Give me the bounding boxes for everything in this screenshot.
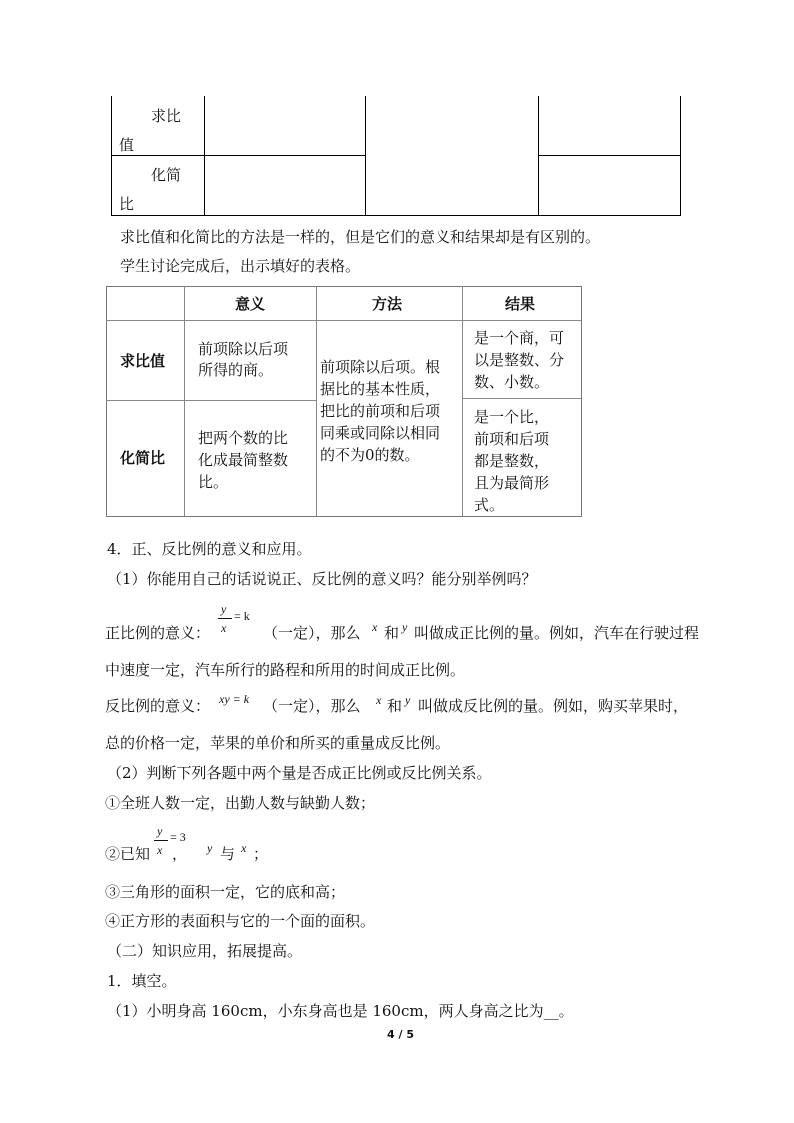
inverse-constant-note: （一定），那么 <box>263 697 361 715</box>
cell-method-e: 的不为0的数。 <box>320 446 420 464</box>
table1-row1-label-cont: 值 <box>119 136 135 154</box>
cell-method-c: 把比的前项和后项 <box>320 402 441 420</box>
cell-meaning-2c: 比。 <box>198 473 229 491</box>
cell-result-2a: 是一个比， <box>474 408 550 426</box>
cell-result-2e: 式。 <box>474 496 505 514</box>
judge-item-1: ①全班人数一定，出勤人数与缺勤人数； <box>105 794 376 812</box>
inverse-example-line2: 总的价格一定，苹果的单价和所买的重量成反比例。 <box>105 734 451 752</box>
direct-prefix: 正比例的意义： <box>105 624 211 642</box>
judge-item-3: ③三角形的面积一定，它的底和高； <box>105 883 346 901</box>
cell-result-2b: 前项和后项 <box>474 430 550 448</box>
direct-and: 和 <box>384 624 400 642</box>
cell-meaning-2b: 化成最简整数 <box>198 451 289 469</box>
inverse-suffix: 叫做成反比例的量。例如，购买苹果时， <box>418 697 689 715</box>
question-1: （1）你能用自己的话说说正、反比例的意义吗？能分别举例吗？ <box>107 570 537 588</box>
cell-result-2c: 都是整数， <box>474 452 550 470</box>
direct-constant-note: （一定），那么 <box>263 624 361 642</box>
header-meaning: 意义 <box>235 295 266 313</box>
cell-meaning-1b: 所得的商。 <box>198 361 274 379</box>
table1-row2-label-cont: 比 <box>119 195 135 213</box>
cell-result-2d: 且为最简形 <box>474 474 550 492</box>
paragraph-show-table: 学生讨论完成后，出示填好的表格。 <box>120 257 361 275</box>
direct-frac-numerator: y <box>221 602 227 616</box>
inverse-var-y: y <box>405 693 411 707</box>
question-2: （2）判断下列各题中两个量是否成正比例或反比例关系。 <box>107 764 492 782</box>
cell-result-1b: 以是整数、分 <box>474 351 565 369</box>
cell-method-d: 同乘或同除以相同 <box>320 424 441 442</box>
item2-var-x: x <box>241 841 247 855</box>
cell-method-b: 据比的基本性质， <box>320 380 441 398</box>
header-result: 结果 <box>505 295 536 313</box>
table1-row1-label: 求比 <box>151 107 182 125</box>
direct-var-y: y <box>402 620 408 634</box>
cell-method-a: 前项除以后项。根 <box>320 358 441 376</box>
row-label-simplify-ratio: 化简比 <box>120 449 166 467</box>
direct-suffix: 叫做成正比例的量。例如，汽车在行驶过程 <box>414 624 700 642</box>
cell-result-1c: 数、小数。 <box>474 373 550 391</box>
direct-example-line2: 中速度一定，汽车所行的路程和所用的时间成正比例。 <box>105 661 466 679</box>
header-method: 方法 <box>372 295 403 313</box>
direct-equals-k: = k <box>234 609 250 623</box>
cell-meaning-2a: 把两个数的比 <box>198 429 289 447</box>
item2-with: 与 <box>220 845 236 863</box>
cell-result-1a: 是一个商，可 <box>474 329 565 347</box>
item2-end: ； <box>253 845 269 863</box>
item2-comma: ， <box>172 845 188 863</box>
fill-in-question-1: （1）小明身高 160cm，小东身高也是 160cm，两人身高之比为__。 <box>107 1002 574 1020</box>
item2-frac-numerator: y <box>157 824 163 838</box>
row-label-ratio-value: 求比值 <box>120 352 166 370</box>
direct-var-x: x <box>372 620 378 634</box>
table1-row2-label: 化简 <box>151 166 182 184</box>
inverse-and: 和 <box>387 697 403 715</box>
paragraph-comparison: 求比值和化简比的方法是一样的，但是它们的意义和结果却是有区别的。 <box>120 228 601 246</box>
inverse-prefix: 反比例的意义： <box>105 697 211 715</box>
cell-meaning-1a: 前项除以后项 <box>198 340 289 358</box>
section-4-title: 4．正、反比例的意义和应用。 <box>107 540 312 558</box>
item2-var-y: y <box>207 841 213 855</box>
inverse-formula: xy = k <box>219 692 250 706</box>
inverse-var-x: x <box>376 693 382 707</box>
item2-equals-3: = 3 <box>170 830 186 844</box>
page-number: 4 / 5 <box>387 1028 414 1041</box>
fill-in-title: 1．填空。 <box>107 972 177 990</box>
item2-frac-denominator: x <box>157 843 163 857</box>
item2-fraction-bar <box>154 840 168 841</box>
item2-prefix: ②已知 <box>105 845 151 863</box>
judge-item-4: ④正方形的表面积与它的一个面的面积。 <box>105 912 376 930</box>
section-2-title: （二）知识应用，拓展提高。 <box>107 942 303 960</box>
direct-frac-denominator: x <box>221 621 227 635</box>
direct-fraction-bar <box>218 618 232 619</box>
